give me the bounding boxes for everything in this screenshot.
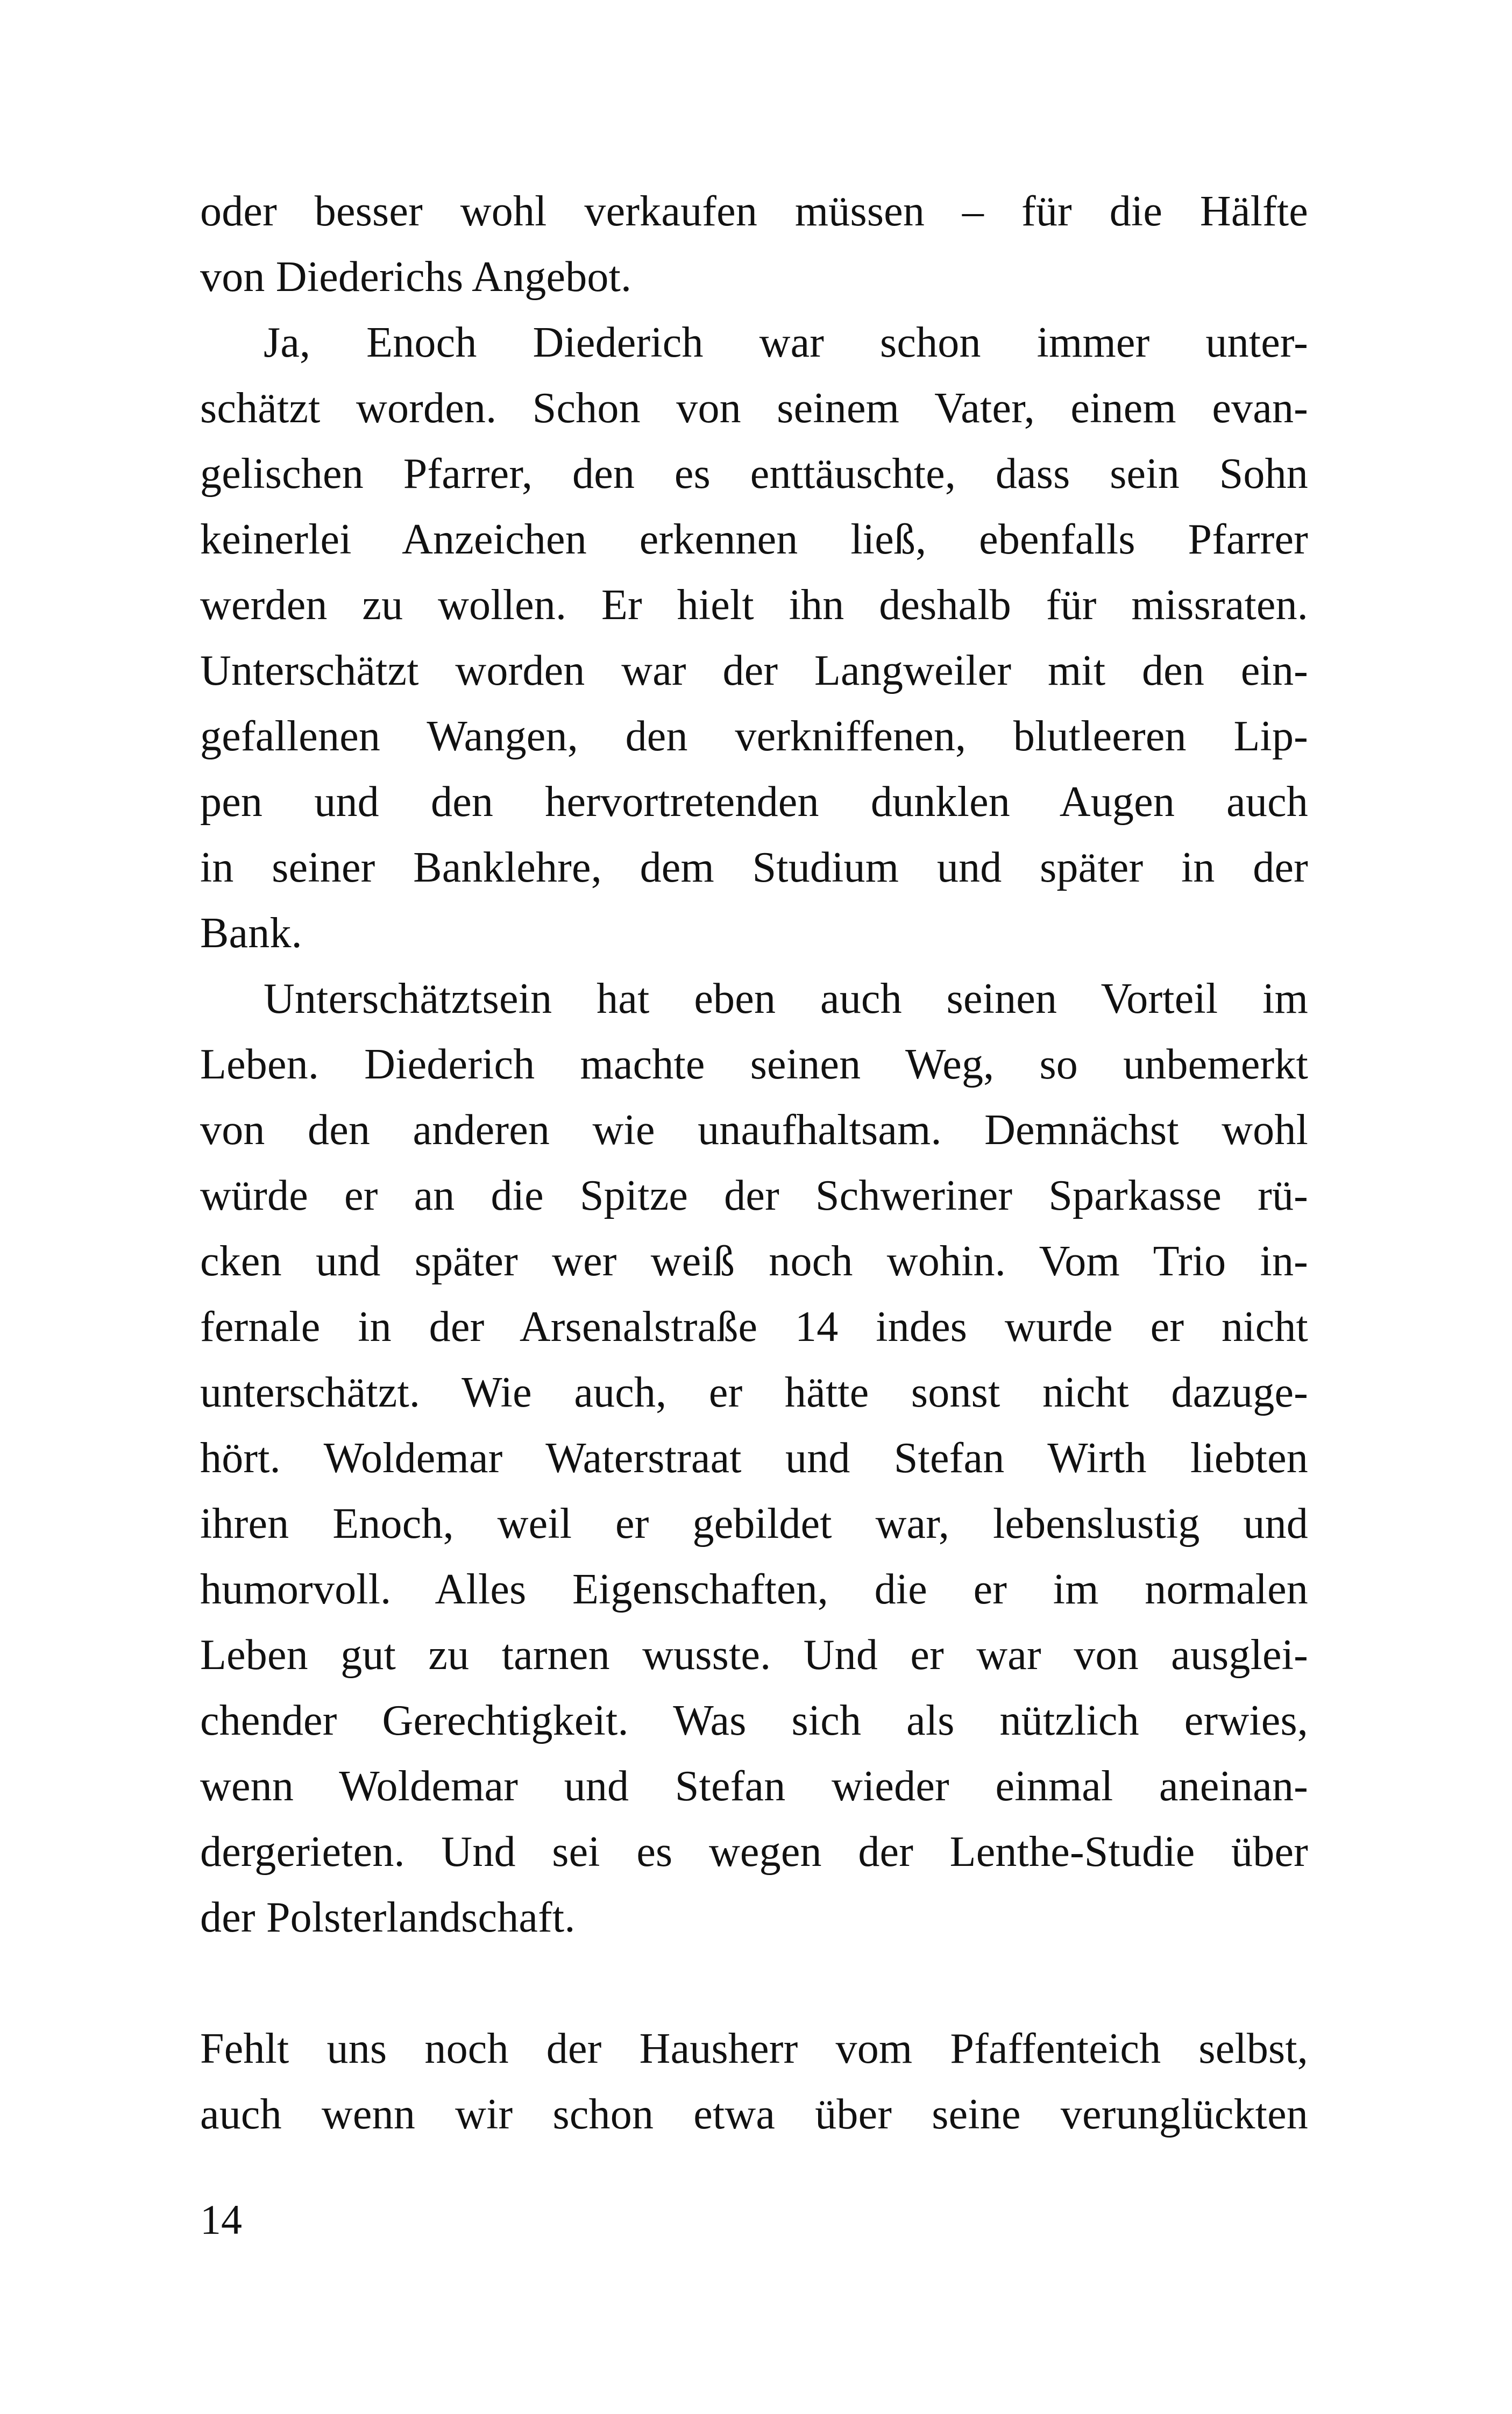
text-line: gefallenen Wangen, den verkniffenen, blutleeren Lip- bbox=[200, 713, 1308, 760]
text-line: humorvoll. Alles Eigenschaften, die er im normalen bbox=[200, 1566, 1308, 1613]
text-line: dergerieten. Und sei es wegen der Lenthe-Studie über bbox=[200, 1828, 1308, 1876]
text-line: Unterschätztsein hat eben auch seinen Vorteil im bbox=[264, 975, 1308, 1023]
paragraph-2 bbox=[200, 310, 1308, 966]
paragraph-4 bbox=[200, 2016, 1308, 2147]
body-text bbox=[200, 179, 1308, 2147]
text-line: Fehlt uns noch der Hausherr vom Pfaffenteich selbst, bbox=[200, 2025, 1308, 2072]
text-line: der Polsterlandschaft. bbox=[200, 1894, 576, 1941]
text-line: fernale in der Arsenalstraße 14 indes wurde er nicht bbox=[200, 1303, 1308, 1351]
page-number: 14 bbox=[200, 2196, 242, 2243]
paragraph-1 bbox=[200, 179, 1308, 310]
text-line: von Diederichs Angebot. bbox=[200, 253, 632, 301]
text-line: unterschätzt. Wie auch, er hätte sonst nicht dazuge- bbox=[200, 1369, 1308, 1416]
text-line: Ja, Enoch Diederich war schon immer unter- bbox=[264, 319, 1308, 366]
text-line: Unterschätzt worden war der Langweiler mit den ein- bbox=[200, 647, 1308, 694]
text-line: keinerlei Anzeichen erkennen ließ, ebenfalls Pfarrer bbox=[200, 516, 1308, 563]
text-line: cken und später wer weiß noch wohin. Vom Trio in- bbox=[200, 1238, 1308, 1285]
text-line: Leben gut zu tarnen wusste. Und er war von ausglei- bbox=[200, 1631, 1308, 1679]
text-line: werden zu wollen. Er hielt ihn deshalb für missraten. bbox=[200, 581, 1308, 629]
paragraph-3 bbox=[200, 966, 1308, 1950]
text-line: gelischen Pfarrer, den es enttäuschte, dass sein Sohn bbox=[200, 450, 1308, 498]
text-line: ihren Enoch, weil er gebildet war, lebenslustig und bbox=[200, 1500, 1308, 1547]
text-line: oder besser wohl verkaufen müssen – für die Hälfte bbox=[200, 188, 1308, 235]
text-line: in seiner Banklehre, dem Studium und später in der bbox=[200, 844, 1308, 891]
text-line: pen und den hervortretenden dunklen Augen auch bbox=[200, 778, 1308, 826]
text-line: Leben. Diederich machte seinen Weg, so unbemerkt bbox=[200, 1041, 1308, 1088]
text-line: von den anderen wie unaufhaltsam. Demnächst wohl bbox=[200, 1106, 1308, 1154]
text-line: auch wenn wir schon etwa über seine verunglückten bbox=[200, 2091, 1308, 2138]
text-line: hört. Woldemar Waterstraat und Stefan Wirth liebten bbox=[200, 1435, 1308, 1482]
text-line: schätzt worden. Schon von seinem Vater, einem evan- bbox=[200, 385, 1308, 432]
text-line: wenn Woldemar und Stefan wieder einmal aneinan- bbox=[200, 1763, 1308, 1810]
text-line: würde er an die Spitze der Schweriner Sparkasse rü- bbox=[200, 1172, 1308, 1219]
text-line: chender Gerechtigkeit. Was sich als nützlich erwies, bbox=[200, 1697, 1308, 1744]
text-line: Bank. bbox=[200, 910, 302, 957]
